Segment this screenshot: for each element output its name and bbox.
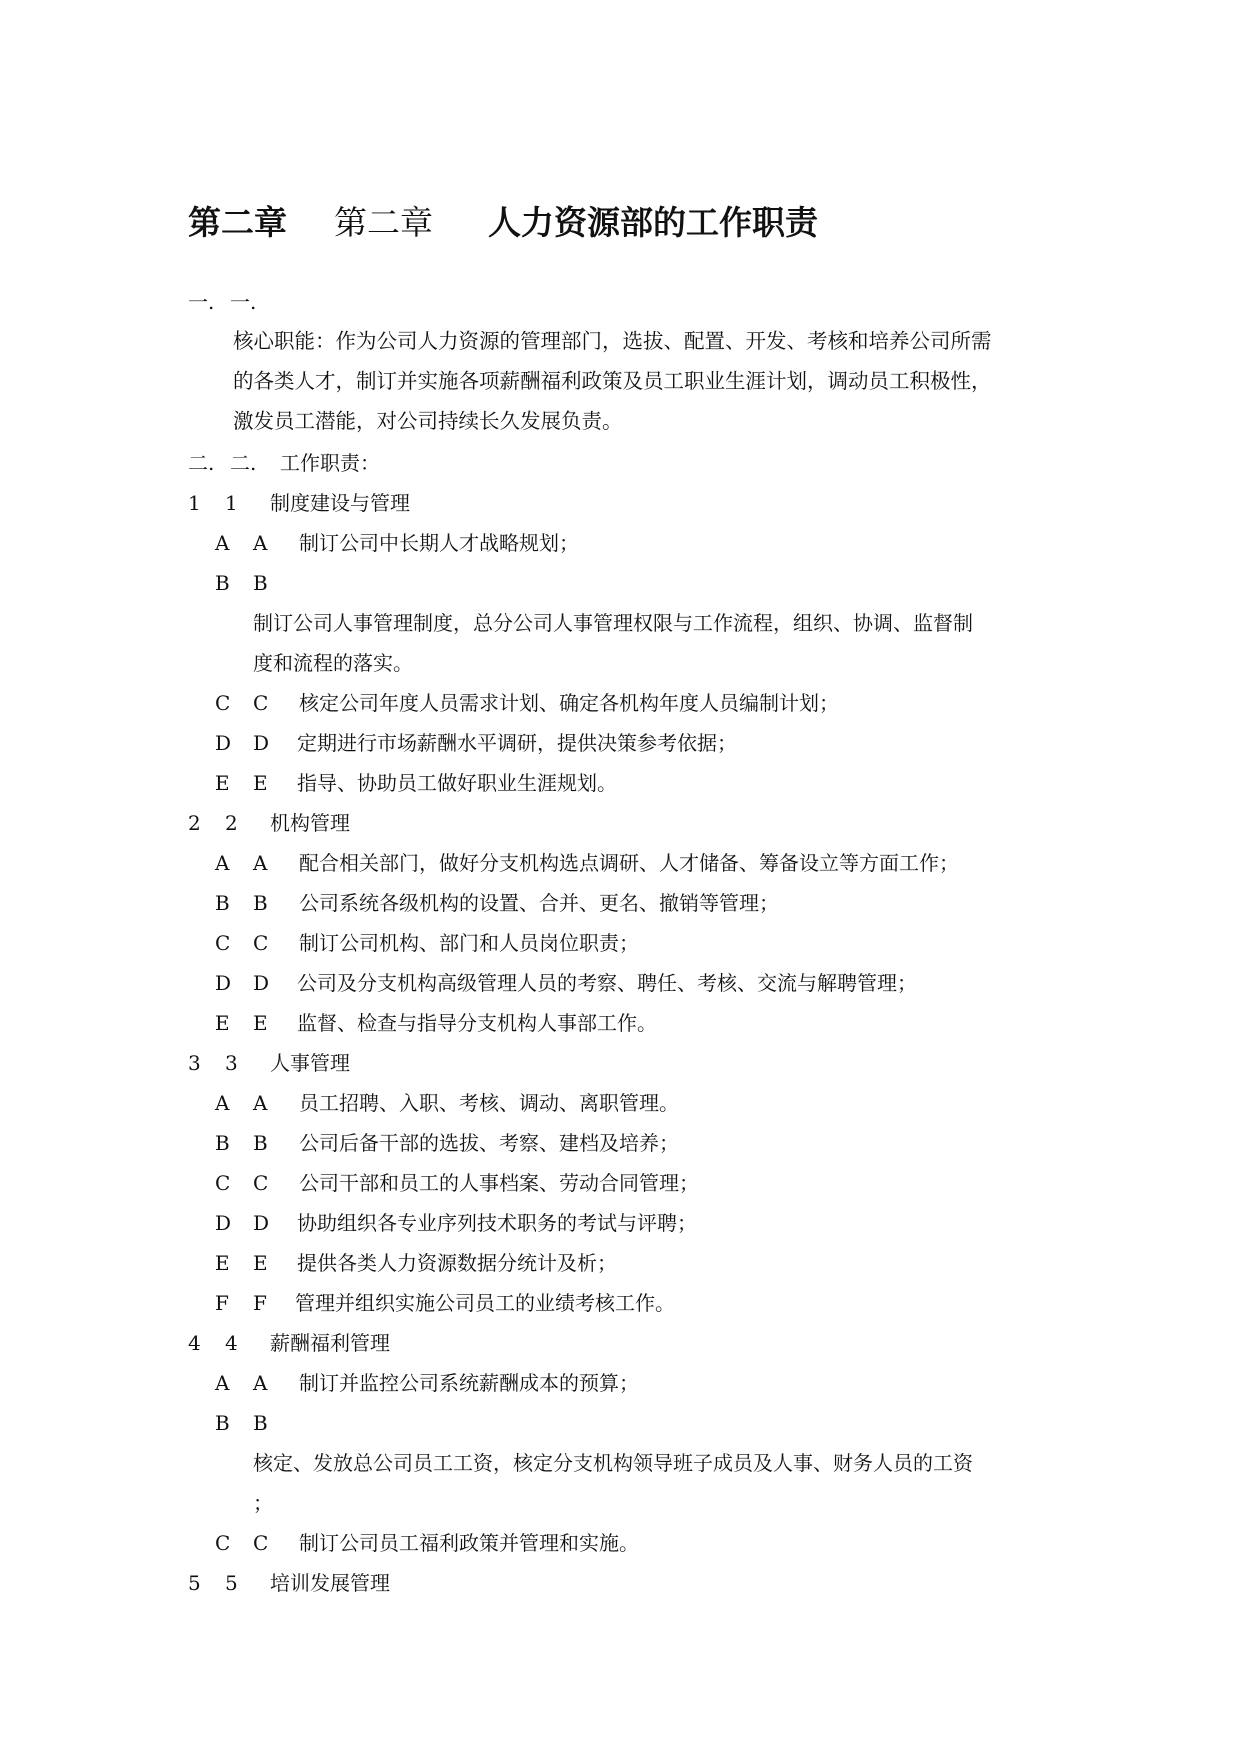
item-text: 制订公司中长期人才战略规划； xyxy=(299,531,579,555)
chapter-number-plain: 第二章 xyxy=(334,203,433,242)
item-letter: A xyxy=(253,851,268,875)
item-letter: C xyxy=(253,931,269,955)
item-text: 配合相关部门，做好分支机构选点调研、人才储备、筹备设立等方面工作； xyxy=(299,851,959,875)
item-text: 提供各类人力资源数据分统计及析； xyxy=(297,1251,617,1275)
group-label: 薪酬福利管理 xyxy=(270,1331,390,1355)
item-letter: A xyxy=(215,1091,230,1115)
paragraph-line: 激发员工潜能，对公司持续长久发展负责。 xyxy=(233,409,623,433)
item-letter: D xyxy=(215,731,232,755)
group-number: 2 xyxy=(225,811,238,835)
item-text: 公司系统各级机构的设置、合并、更名、撤销等管理； xyxy=(299,891,779,915)
item-letter: A xyxy=(215,851,230,875)
item-text: 定期进行市场薪酬水平调研，提供决策参考依据； xyxy=(297,731,737,755)
group-number: 4 xyxy=(225,1331,238,1355)
item-letter: A xyxy=(215,531,230,555)
item-letter: D xyxy=(215,1211,232,1235)
item-letter: D xyxy=(253,971,270,995)
item-letter: B xyxy=(215,1131,230,1155)
item-letter: E xyxy=(253,771,268,795)
group-number: 1 xyxy=(188,491,201,515)
section-number: 二. xyxy=(188,451,215,475)
item-letter: B xyxy=(253,571,268,595)
chapter-number-bold: 第二章 xyxy=(188,203,287,242)
group-number: 3 xyxy=(188,1051,201,1075)
item-text: 员工招聘、入职、考核、调动、离职管理。 xyxy=(299,1091,679,1115)
group-label: 培训发展管理 xyxy=(270,1571,390,1595)
group-label: 人事管理 xyxy=(270,1051,350,1075)
item-text: 核定公司年度人员需求计划、确定各机构年度人员编制计划； xyxy=(299,691,839,715)
group-label: 制度建设与管理 xyxy=(270,491,410,515)
item-text: 公司干部和员工的人事档案、劳动合同管理； xyxy=(299,1171,699,1195)
item-letter: D xyxy=(215,971,232,995)
item-letter: A xyxy=(253,531,268,555)
item-letter: C xyxy=(215,931,231,955)
item-text: 公司后备干部的选拔、考察、建档及培养； xyxy=(299,1131,679,1155)
section-number: 一. xyxy=(188,290,215,314)
item-text: 制订公司机构、部门和人员岗位职责； xyxy=(299,931,639,955)
section-number: 二. xyxy=(230,451,257,475)
item-letter: C xyxy=(215,1531,231,1555)
item-text: 制订并监控公司系统薪酬成本的预算； xyxy=(299,1371,639,1395)
item-text: 指导、协助员工做好职业生涯规划。 xyxy=(297,771,617,795)
item-letter: D xyxy=(253,731,270,755)
group-number: 5 xyxy=(225,1571,238,1595)
item-text: 制订公司员工福利政策并管理和实施。 xyxy=(299,1531,639,1555)
item-letter: C xyxy=(215,691,231,715)
item-letter: E xyxy=(215,771,230,795)
item-letter: B xyxy=(253,891,268,915)
item-letter: E xyxy=(253,1011,268,1035)
paragraph-line: 的各类人才，制订并实施各项薪酬福利政策及员工职业生涯计划，调动员工积极性， xyxy=(233,369,992,393)
item-letter: B xyxy=(215,571,230,595)
item-text: 制订公司人事管理制度，总分公司人事管理权限与工作流程，组织、协调、监督制 xyxy=(253,611,973,635)
item-text: 监督、检查与指导分支机构人事部工作。 xyxy=(297,1011,657,1035)
group-number: 3 xyxy=(225,1051,238,1075)
item-letter: C xyxy=(253,691,269,715)
item-letter: B xyxy=(215,1411,230,1435)
item-text: 公司及分支机构高级管理人员的考察、聘任、考核、交流与解聘管理； xyxy=(297,971,917,995)
item-letter: D xyxy=(253,1211,270,1235)
group-number: 1 xyxy=(225,491,238,515)
item-letter: B xyxy=(215,891,230,915)
item-text: 核定、发放总公司员工工资，核定分支机构领导班子成员及人事、财务人员的工资 xyxy=(253,1451,973,1475)
group-number: 4 xyxy=(188,1331,201,1355)
item-letter: C xyxy=(253,1531,269,1555)
item-text: 度和流程的落实。 xyxy=(253,651,413,675)
item-letter: F xyxy=(253,1291,267,1315)
item-letter: A xyxy=(253,1371,268,1395)
item-letter: E xyxy=(253,1251,268,1275)
item-letter: A xyxy=(215,1371,230,1395)
chapter-heading: 人力资源部的工作职责 xyxy=(488,203,818,242)
group-label: 机构管理 xyxy=(270,811,350,835)
core-function-paragraph xyxy=(233,321,1053,441)
item-letter: B xyxy=(253,1131,268,1155)
item-letter: E xyxy=(215,1251,230,1275)
section-number: 一. xyxy=(230,290,257,314)
paragraph-line: 核心职能：作为公司人力资源的管理部门，选拔、配置、开发、考核和培养公司所需 xyxy=(233,329,992,353)
item-text: ； xyxy=(253,1491,273,1515)
section-label: 工作职责： xyxy=(280,451,380,475)
item-letter: E xyxy=(215,1011,230,1035)
group-number: 5 xyxy=(188,1571,201,1595)
item-letter: C xyxy=(253,1171,269,1195)
item-letter: F xyxy=(215,1291,229,1315)
item-letter: A xyxy=(253,1091,268,1115)
item-text: 协助组织各专业序列技术职务的考试与评聘； xyxy=(297,1211,697,1235)
group-number: 2 xyxy=(188,811,201,835)
item-text: 管理并组织实施公司员工的业绩考核工作。 xyxy=(295,1291,675,1315)
item-letter: B xyxy=(253,1411,268,1435)
item-letter: C xyxy=(215,1171,231,1195)
